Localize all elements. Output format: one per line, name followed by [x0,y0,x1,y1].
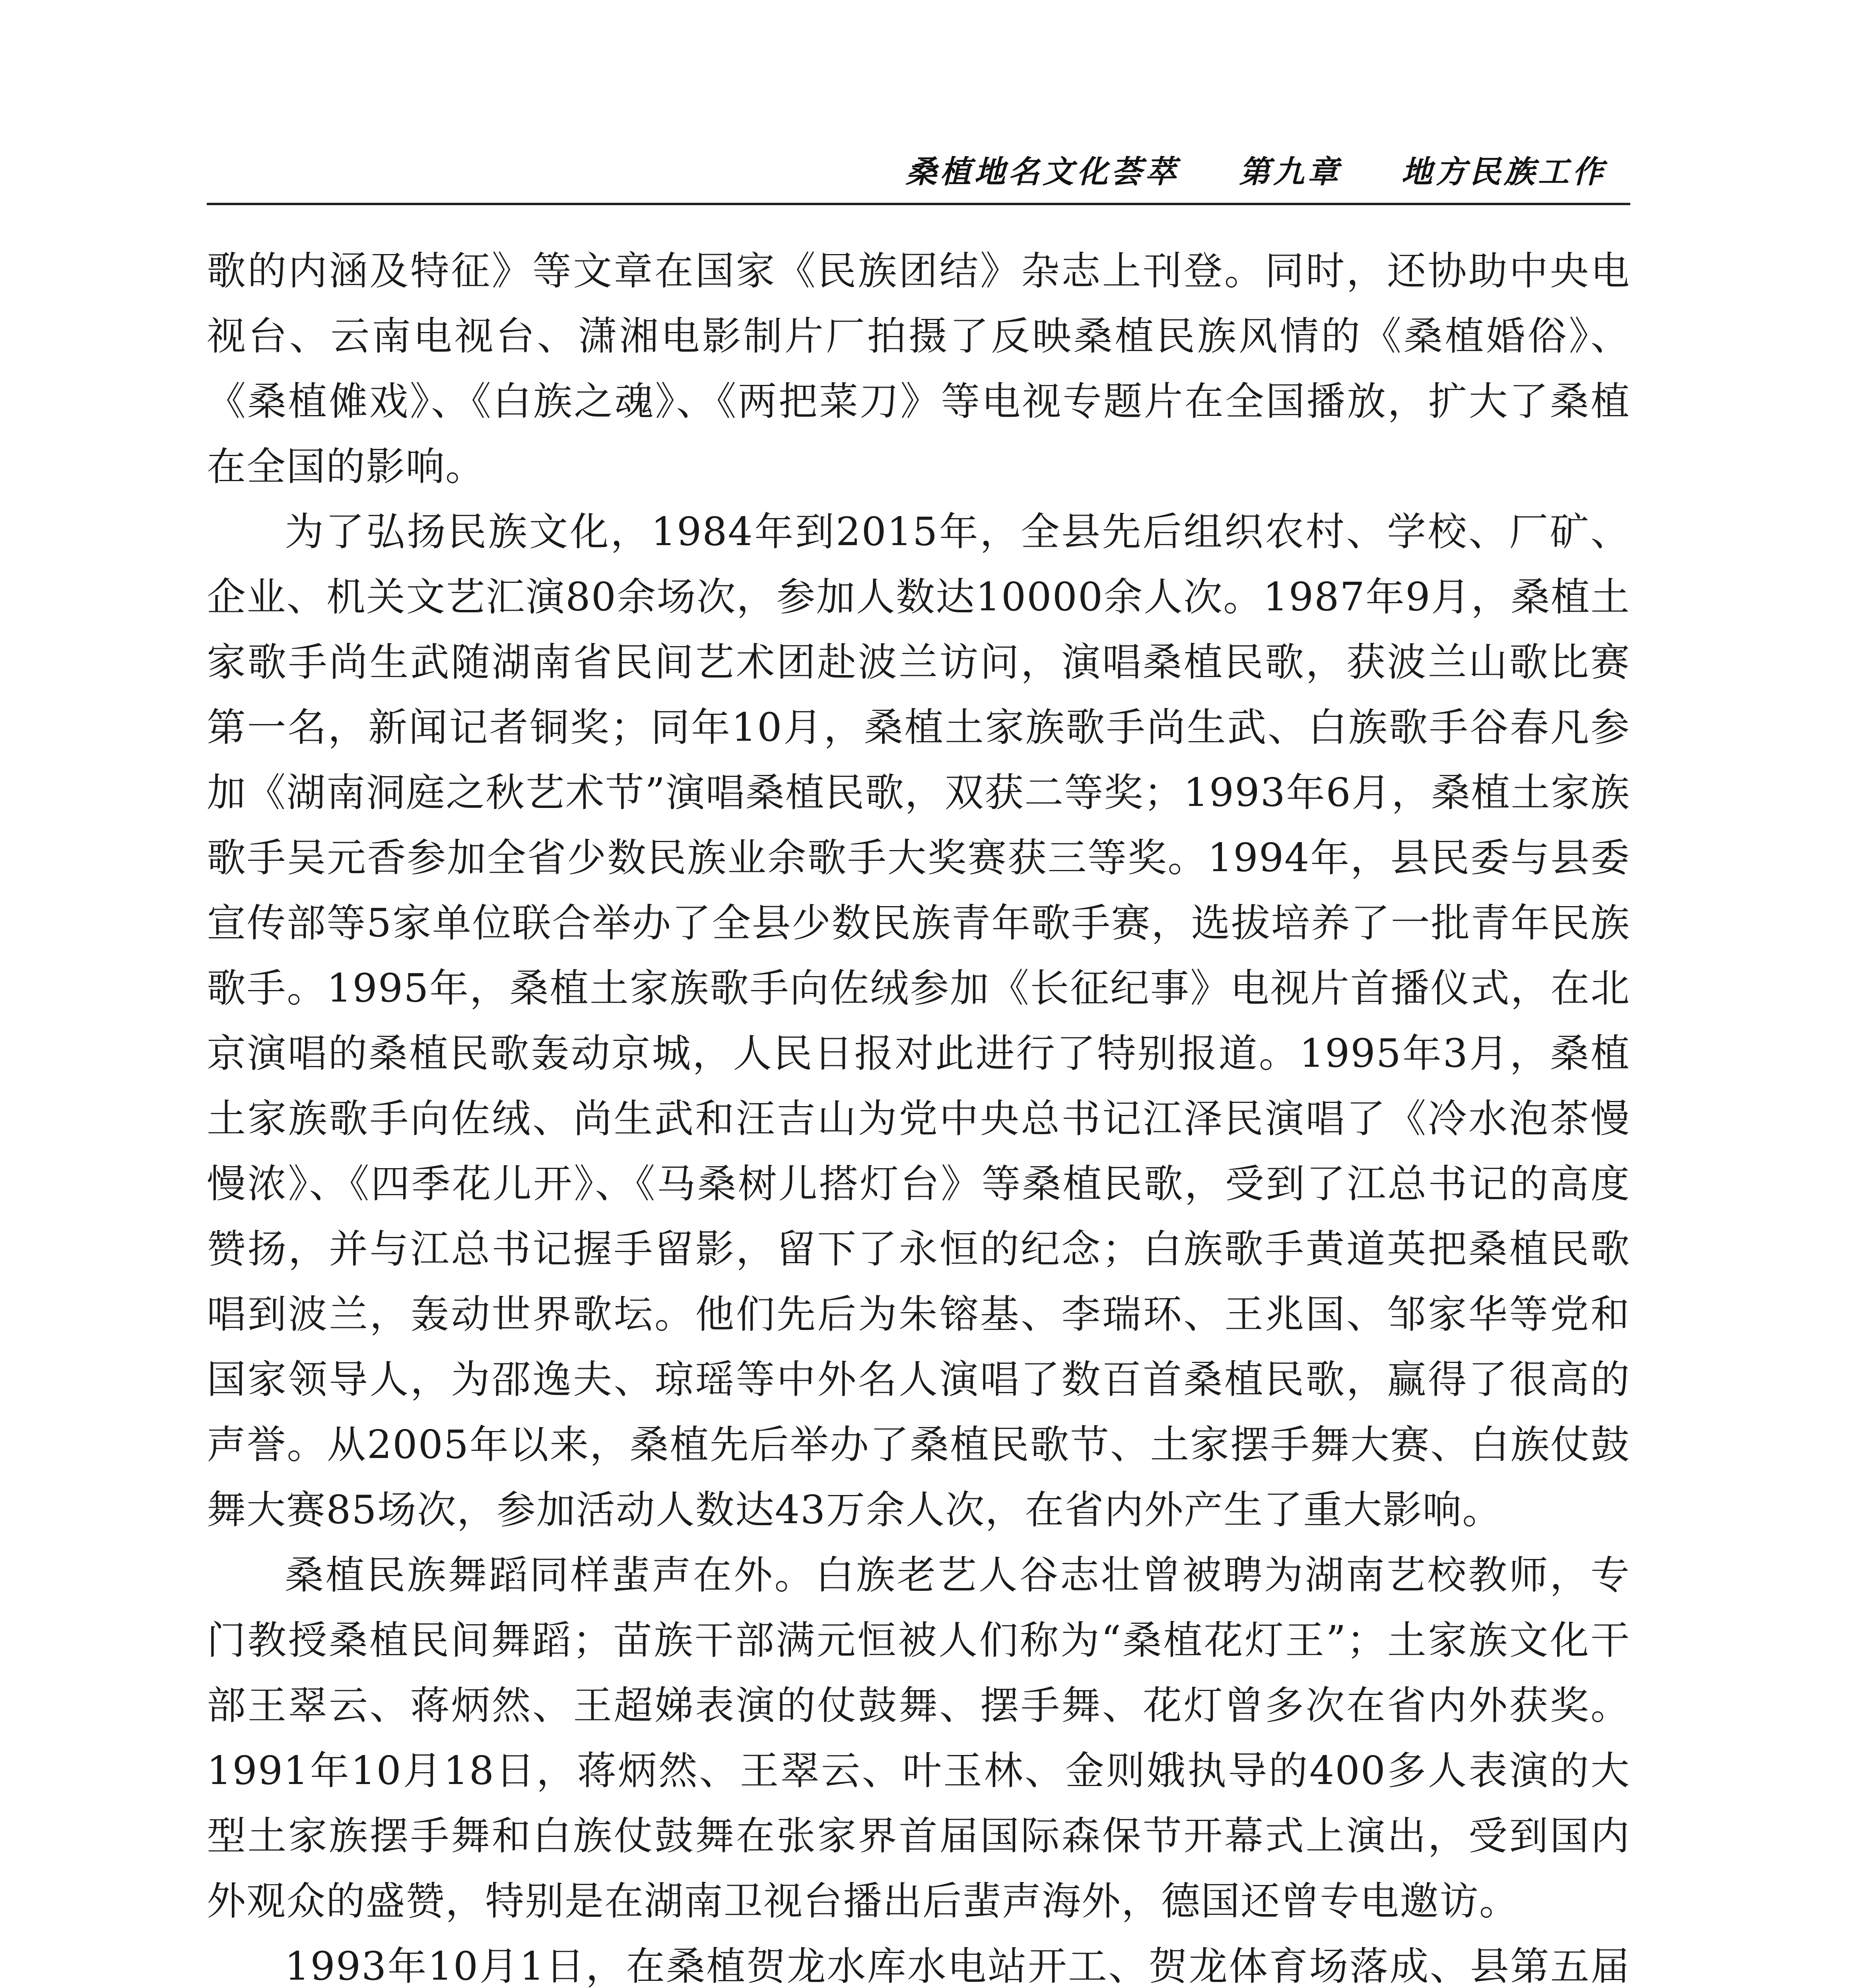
header-divider [207,203,1630,205]
chapter-label: 第九章 [1239,154,1342,190]
paragraph: 为了弘扬民族文化，1984年到2015年，全县先后组织农村、学校、厂矿、企业、机关文艺汇演80余场次，参加人数达10000余人次。1987年9月，桑植土家歌手尚生武随湖南省民间艺术团赴波兰访问，演唱桑植民歌，获波兰山歌比赛第一名，新闻记者铜奖；同年10月，桑植土家族歌手尚生武、白族歌手谷春凡参加《湖南洞庭之秋艺术节”演唱桑植民歌，双获二等奖；1993年6月，桑植土家族歌手吴元香参加全省少数民族业余歌手大奖赛获三等奖。1994年，县民委与县委宣传部等5家单位联合举办了全县少数民族青年歌手赛，选拔培养了一批青年民族歌手。1995年，桑植土家族歌手向佐绒参加《长征纪事》电视片首播仪式，在北京演唱的桑植民歌轰动京城，人民日报对此进行了特别报道。1995年3月，桑植土家族歌手向佐绒、尚生武和汪吉山为党中央总书记江泽民演唱了《冷水泡茶慢慢浓》、《四季花儿开》、《马桑树儿搭灯台》等桑植民歌，受到了江总书记的高度赞扬，并与江总书记握手留影，留下了永恒的纪念；白族歌手黄道英把桑植民歌唱到波兰，轰动世界歌坛。他们先后为朱镕基、李瑞环、王兆国、邹家华等党和国家领导人，为邵逸夫、琼瑶等中外名人演唱了数百首桑植民歌，赢得了很高的声誉。从2005年以来，桑植先后举办了桑植民歌节、土家摆手舞大赛、白族仗鼓舞大赛85场次，参加活动人数达43万余人次，在省内外产生了重大影响。 [207,509,1630,1533]
paragraph: 1993年10月1日，在桑植贺龙水库水电站开工、贺龙体育场落成、县第五届 [285,1944,1630,1988]
body-text [207,239,1630,1988]
section-title: 地方民族工作 [1401,154,1606,190]
paragraph: 桑植民族舞蹈同样蜚声在外。白族老艺人谷志壮曾被聘为湖南艺校教师，专门教授桑植民间舞蹈；苗族干部满元恒被人们称为“桑植花灯王”；土家族文化干部王翠云、蒋炳然、王超娣表演的仗鼓舞、摆手舞、花灯曾多次在省内外获奖。1991年10月18日，蒋炳然、王翠云、叶玉林、金则娥执导的400多人表演的大型土家族摆手舞和白族仗鼓舞在张家界首届国际森保节开幕式上演出，受到国内外观众的盛赞，特别是在湖南卫视台播出后蜚声海外，德国还曾专电邀访。 [207,1553,1630,1924]
header-titles [906,147,1606,192]
running-header [207,147,1630,207]
paragraph-continuation: 歌的内涵及特征》等文章在国家《民族团结》杂志上刊登。同时，还协助中央电视台、云南电视台、潇湘电影制片厂拍摄了反映桑植民族风情的《桑植婚俗》、《桑植傩戏》、《白族之魂》、《两把菜刀》等电视专题片在全国播放，扩大了桑植在全国的影响。 [207,248,1630,489]
book-title: 桑植地名文化荟萃 [905,154,1179,190]
